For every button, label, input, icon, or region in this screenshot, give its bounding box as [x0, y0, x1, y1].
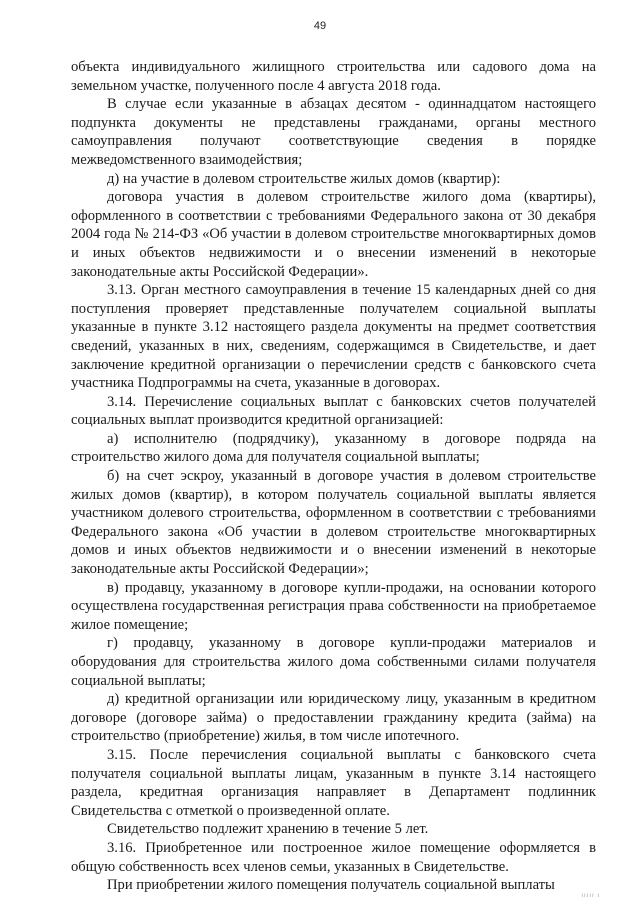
paragraph: д) кредитной организации или юридическому лицу, указанным в кредитном договоре (договоре займа) о предоставлении гражданину кредита (займа) на строительство (приобретение) жилья, в том числе ипотечного.: [71, 691, 596, 745]
paragraph: При приобретении жилого помещения получатель социальной выплаты: [107, 877, 555, 894]
paragraph: 3.14. Перечисление социальных выплат с банковских счетов получателей социальных выплат производится кредитной организацией:: [71, 393, 596, 429]
paragraph: объекта индивидуального жилищного строительства или садового дома на земельном участке, полученного после 4 августа 2018 года.: [71, 59, 596, 94]
scan-mark: ııııı ı: [581, 893, 600, 899]
paragraph: 3.15. После перечисления социальной выплаты с банковского счета получателя социальной выплаты лицам, указанным в пункте 3.14 настоящего раздела, кредитная организация направляет в Департамент подлинник Свидетельства с отметкой о произведенной оплате.: [71, 746, 596, 819]
paragraph: б) на счет эскроу, указанный в договоре участия в долевом строительстве жилых домов (квартир), в котором получатель социальной выплаты является участником долевого строительства, оформленном в соответствии с требованиями Федерального закона «Об участии в долевом строительстве многоквартирных домов и иных объектов недвижимости и о внесении изменений в некоторые законодательные акты Российской Федерации»;: [71, 468, 596, 578]
paragraph: 3.16. Приобретенное или построенное жилое помещение оформляется в общую собственность всех членов семьи, указанных в Свидетельстве.: [71, 839, 596, 875]
document-body: [71, 58, 596, 895]
paragraph: г) продавцу, указанному в договоре купли-продажи материалов и оборудования для строительства жилого дома собственными силами получателя социальной выплаты;: [71, 635, 596, 689]
paragraph: 3.13. Орган местного самоуправления в течение 15 календарных дней со дня поступления проверяет представленные получателем социальной выплаты указанные в пункте 3.12 настоящего раздела документы на предмет соответствия сведений, указанных в них, сведениям, содержащимся в Свидетельстве, и дает заключение кредитной организации о перечислении средств с банковского счета участника Подпрограммы на счета, указанные в договорах.: [71, 282, 596, 392]
paragraph: договора участия в долевом строительстве жилого дома (квартиры), оформленного в соответствии с требованиями Федерального закона от 30 декабря 2004 года № 214-ФЗ «Об участии в долевом строительстве многоквартирных домов и иных объектов недвижимости и о внесении изменений в некоторые законодательные акты Российской Федерации».: [71, 189, 596, 280]
paragraph: В случае если указанные в абзацах десятом - одиннадцатом настоящего подпункта документы не представлены гражданами, органы местного самоуправления получают соответствующие сведения в порядке межведомственного взаимодействия;: [71, 96, 596, 168]
paragraph: а) исполнителю (подрядчику), указанному в договоре подряда на строительство жилого дома для получателя социальной выплаты;: [71, 430, 596, 466]
paragraph: Свидетельство подлежит хранению в течение 5 лет.: [107, 821, 429, 838]
paragraph: в) продавцу, указанному в договоре купли-продажи, на основании которого осуществлена государственная регистрация права собственности на приобретаемое жилое помещение;: [71, 579, 596, 633]
paragraph: д) на участие в долевом строительстве жилых домов (квартир):: [107, 170, 501, 187]
page-number: 49: [313, 20, 327, 32]
